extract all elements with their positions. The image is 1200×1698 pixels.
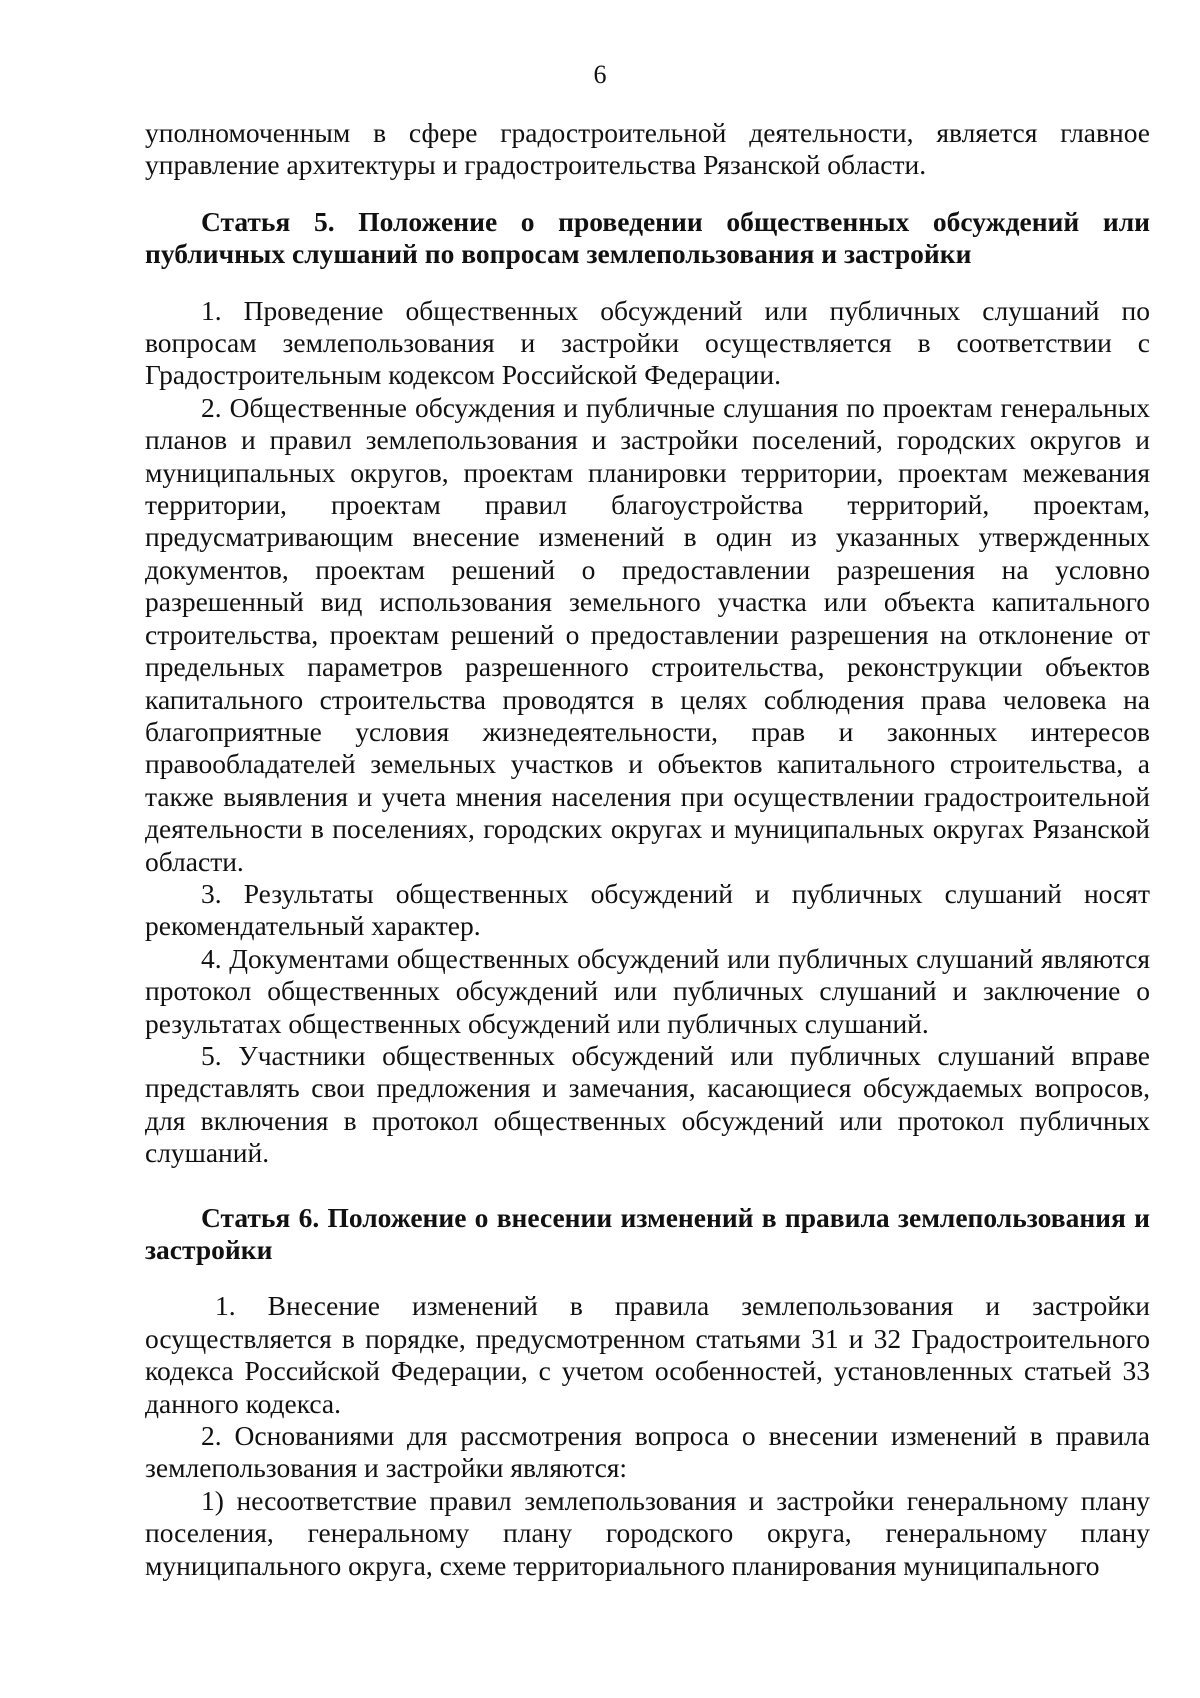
article-5-item: 1. Проведение общественных обсуждений или публичных слушаний по вопросам землепользования и застройки осуществляется в соответствии с Градостроительным кодексом Российской Федерации.	[145, 294, 1150, 391]
article-5-item: 4. Документами общественных обсуждений или публичных слушаний являются протокол общественных обсуждений или публичных слушаний и заключение о результатах общественных обсуждений или публичных слушаний.	[145, 942, 1150, 1039]
article-6-heading: Статья 6. Положение о внесении изменений в правила землепользования и застройки	[145, 1201, 1150, 1265]
article-5-item: 5. Участники общественных обсуждений или публичных слушаний вправе представлять свои предложения и замечания, касающиеся обсуждаемых вопросов, для включения в протокол общественных обсуждений или протокол публичных слушаний.	[145, 1039, 1150, 1169]
article-6-subitem: 1) несоответствие правил землепользования и застройки генеральному плану поселения, генеральному плану городского округа, генеральному плану муниципального округа, схеме территориального планирования муниципального	[145, 1484, 1150, 1581]
article-6-item: 1. Внесение изменений в правила землепользования и застройки осуществляется в порядке, предусмотренном статьями 31 и 32 Градостроительного кодекса Российской Федерации, с учетом особенностей, установленных статьей 33 данного кодекса.	[145, 1290, 1150, 1419]
article-5-heading: Статья 5. Положение о проведении общественных обсуждений или публичных слушаний по вопросам землепользования и застройки	[145, 205, 1150, 270]
document-body	[145, 117, 1150, 1582]
article-5-item: 2. Общественные обсуждения и публичные слушания по проектам генеральных планов и правил землепользования и застройки поселений, городских округов и муниципальных округов, проектам планировки территории, проектам межевания территории, проектам правил благоустройства территорий, проектам, предусматривающим внесение изменений в один из указанных утвержденных документов, проектам решений о предоставлении разрешения на условно разрешенный вид использования земельного участка или объекта капитального строительства, проектам решений о предоставлении разрешения на отклонение от предельных параметров разрешенного строительства, реконструкции объектов капитального строительства проводятся в целях соблюдения права человека на благоприятные условия жизнедеятельности, прав и законных интересов правообладателей земельных участков и объектов капитального строительства, а также выявления и учета мнения населения при осуществлении градостроительной деятельности в поселениях, городских округах и муниципальных округах Рязанской области.	[145, 391, 1150, 877]
opening-paragraph: уполномоченным в сфере градостроительной деятельности, является главное управление архитектуры и градостроительства Рязанской области.	[145, 117, 1150, 181]
page-number: 6	[593, 60, 607, 89]
article-5-item: 3. Результаты общественных обсуждений и публичных слушаний носят рекомендательный характер.	[145, 877, 1150, 942]
article-6-item: 2. Основаниями для рассмотрения вопроса о внесении изменений в правила землепользования и застройки являются:	[145, 1420, 1150, 1484]
